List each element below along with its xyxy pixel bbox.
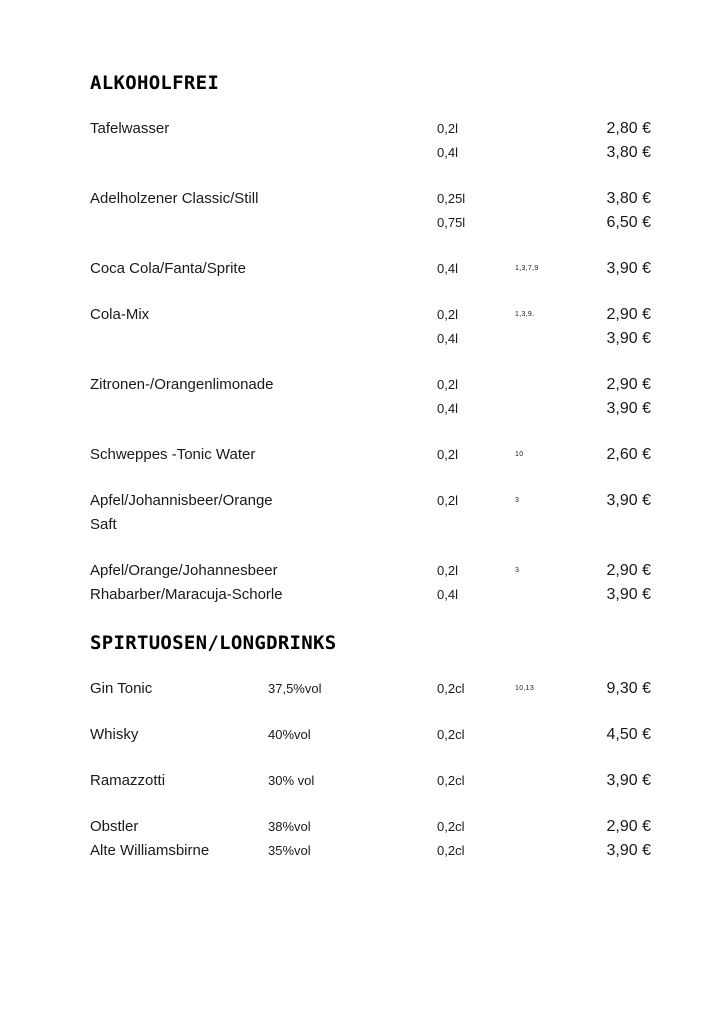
menu-item-cola-mix [90,306,651,354]
menu-item-gin-tonic [90,680,651,704]
item-name: Coca Cola/Fanta/Sprite [90,260,246,277]
menu-line [90,818,651,842]
item-price: 2,90 € [606,306,651,323]
item-price: 3,90 € [606,586,651,603]
menu-line [90,772,651,796]
item-price: 2,90 € [606,376,651,393]
item-price: 3,80 € [606,190,651,207]
item-size: 0,2l [437,447,458,462]
menu-line [90,562,651,586]
item-price: 4,50 € [606,726,651,743]
item-name: Schweppes -Tonic Water [90,446,256,463]
menu-line [90,726,651,750]
menu-item-adelholzener [90,190,651,238]
item-price: 2,90 € [606,562,651,579]
item-size: 0,4l [437,261,458,276]
item-size: 0,2cl [437,773,465,788]
item-size: 0,2l [437,121,458,136]
item-size: 0,2cl [437,843,465,858]
item-size: 0,4l [437,401,458,416]
item-price: 3,90 € [606,842,651,859]
item-size: 0,4l [437,587,458,602]
section-title-spirituosen: SPIRTUOSEN/LONGDRINKS [90,632,337,654]
item-price: 3,90 € [606,492,651,509]
item-size: 0,25l [437,191,466,206]
menu-line [90,330,651,354]
menu-item-limonade [90,376,651,424]
item-abv: 40%vol [268,727,311,742]
menu-line [90,190,651,214]
menu-item-coca-cola [90,260,651,284]
item-name: Saft [90,516,117,533]
item-name: Zitronen-/Orangenlimonade [90,376,274,393]
item-abv: 35%vol [268,843,311,858]
item-name: Apfel/Johannisbeer/Orange [90,492,273,509]
item-size: 0,2l [437,493,458,508]
item-price: 3,80 € [606,144,651,161]
item-size: 0,4l [437,331,458,346]
allergen-note: 10 [515,451,524,458]
item-price: 3,90 € [606,330,651,347]
item-name: Obstler [90,818,139,835]
allergen-note: 3 [515,567,520,574]
item-price: 3,90 € [606,400,651,417]
menu-line [90,492,651,516]
allergen-note: 1,3,7,9 [515,265,539,272]
menu-item-whisky [90,726,651,750]
item-name: Apfel/Orange/Johannesbeer [90,562,278,579]
item-size: 0,2cl [437,727,465,742]
allergen-note: 10,13 [515,685,535,692]
item-size: 0,4l [437,145,458,160]
item-name: Rhabarber/Maracuja-Schorle [90,586,283,603]
menu-item-obstler [90,818,651,866]
item-name: Ramazzotti [90,772,166,789]
menu-item-schweppes [90,446,651,470]
menu-item-schorle [90,562,651,610]
item-abv: 30% vol [268,773,315,788]
menu-item-saft [90,492,651,540]
allergen-note: 1,3,9. [515,311,535,318]
item-size: 0,2l [437,377,458,392]
item-price: 2,80 € [606,120,651,137]
menu-line [90,260,651,284]
item-size: 0,2cl [437,681,465,696]
item-name: Gin Tonic [90,680,153,697]
item-abv: 37,5%vol [268,681,322,696]
item-name: Adelholzener Classic/Still [90,190,259,207]
item-size: 0,2cl [437,819,465,834]
item-size: 0,2l [437,307,458,322]
allergen-note: 3 [515,497,520,504]
item-price: 9,30 € [606,680,651,697]
menu-line [90,516,651,540]
item-name: Cola-Mix [90,306,150,323]
item-price: 2,90 € [606,818,651,835]
menu-line [90,306,651,330]
menu-line [90,842,651,866]
item-price: 3,90 € [606,260,651,277]
menu-item-tafelwasser [90,120,651,168]
menu-line [90,446,651,470]
item-name: Tafelwasser [90,120,170,137]
item-abv: 38%vol [268,819,311,834]
menu-line [90,680,651,704]
item-price: 6,50 € [606,214,651,231]
item-name: Alte Williamsbirne [90,842,210,859]
item-price: 3,90 € [606,772,651,789]
item-name: Whisky [90,726,139,743]
menu-line [90,400,651,424]
menu-line [90,120,651,144]
menu-line [90,214,651,238]
item-size: 0,2l [437,563,458,578]
menu-line [90,376,651,400]
section-title-alkoholfrei: ALKOHOLFREI [90,72,220,94]
menu-line [90,586,651,610]
item-price: 2,60 € [606,446,651,463]
menu-line [90,144,651,168]
item-size: 0,75l [437,215,466,230]
menu-item-ramazzotti [90,772,651,796]
